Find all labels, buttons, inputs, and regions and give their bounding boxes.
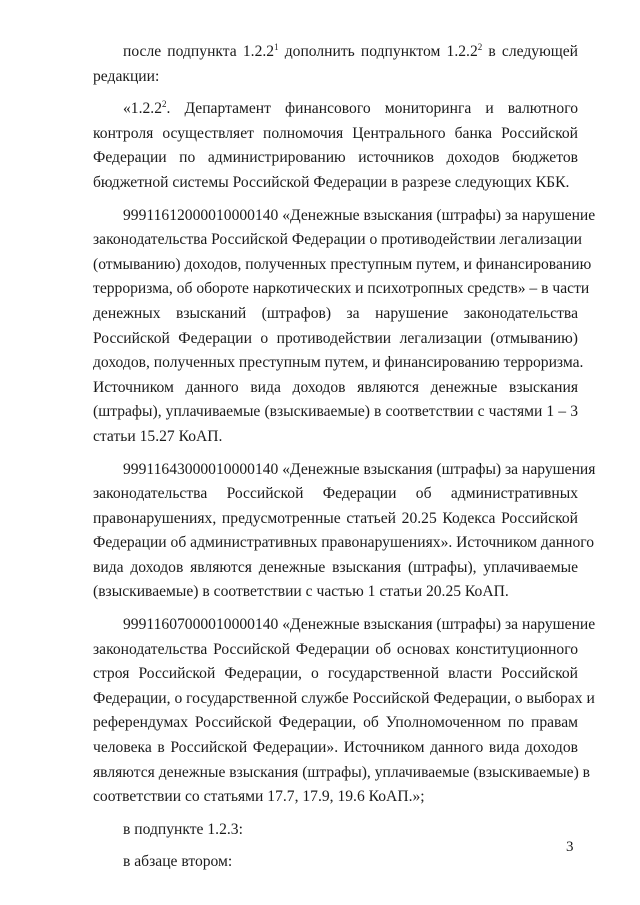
kbk1-line: денежных взысканий (штрафов) за нарушение законодательства — [93, 304, 578, 322]
para-1222-line: бюджетной системы Российской Федерации в разрезе следующих КБК. — [93, 173, 570, 191]
kbk3-line: референдумах Российской Федерации, об Уполномоченном по правам — [93, 714, 578, 732]
kbk2-line: вида доходов являются денежные взыскания (штрафы), уплачиваемые — [93, 558, 578, 576]
kbk1-line: статьи 15.27 КоАП. — [93, 427, 223, 445]
document-body — [93, 40, 596, 875]
page-number: 3 — [566, 839, 574, 855]
kbk1-line: законодательства Российской Федерации о противодействии легализации — [93, 231, 582, 249]
intro-line-2: редакции: — [93, 67, 160, 85]
para-1222-line: Федерации по администрированию источников доходов бюджетов — [93, 149, 578, 167]
intro-line-1: после подпункта 1.2.2$^1$ дополнить подпунктом 1.2.2$^2$ в следующей — [123, 42, 578, 60]
kbk-paragraph-1 — [93, 204, 596, 450]
kbk2-line: законодательства Российской Федерации об административных — [93, 485, 578, 503]
kbk1-line: Российской Федерации о противодействии легализации (отмыванию) — [93, 329, 578, 347]
kbk3-line: являются денежные взыскания (штрафы), уплачиваемые (взыскиваемые) в — [93, 763, 591, 781]
kbk1-line: (отмыванию) доходов, полученных преступным путем, и финансированию — [93, 255, 592, 273]
second-paragraph-heading: в абзаце втором: — [123, 853, 233, 871]
kbk3-line: строя Российской Федерации, о государственной власти Российской — [93, 665, 578, 683]
paragraph-1-2-2-2 — [93, 97, 578, 195]
kbk1-line: 99911612000010000140 «Денежные взыскания (штрафы) за нарушение — [123, 206, 596, 224]
subpoint-1-2-3-heading: в подпункте 1.2.3: — [123, 820, 243, 838]
kbk3-line: человека в Российской Федерации». Источником данного вида доходов — [93, 739, 578, 757]
kbk3-line: соответствии со статьями 17.7, 17.9, 19.6 КоАП.»; — [93, 788, 425, 806]
kbk3-line: Федерации, о государственной службе Российской Федерации, о выборах и — [93, 689, 595, 707]
kbk2-line: Федерации об административных правонарушениях». Источником данного — [93, 534, 595, 552]
kbk2-line: 99911643000010000140 «Денежные взыскания (штрафы) за нарушения — [123, 460, 596, 478]
para-1222-line-1: «1.2.2$^2$. Департамент финансового мониторинга и валютного — [123, 99, 578, 118]
kbk3-line: 99911607000010000140 «Денежные взыскания (штрафы) за нарушение — [123, 616, 596, 634]
kbk1-line: (штрафы), уплачиваемые (взыскиваемые) в соответствии с частями 1 – 3 — [93, 403, 578, 421]
intro-paragraph — [93, 40, 578, 89]
para-1222-line: контроля осуществляет полномочия Центрального банка Российской — [93, 124, 578, 142]
kbk1-line: доходов, полученных преступным путем, и финансированию терроризма. — [93, 354, 584, 372]
kbk1-line: Источником данного вида доходов являются денежные взыскания — [93, 378, 578, 396]
kbk-paragraph-2 — [93, 458, 596, 606]
kbk2-line: правонарушениях, предусмотренные статьей 20.25 Кодекса Российской — [93, 509, 578, 527]
kbk-paragraph-3 — [93, 613, 596, 810]
kbk3-line: законодательства Российской Федерации об основах конституционного — [93, 640, 578, 658]
kbk2-line: (взыскиваемые) в соответствии с частью 1 статьи 20.25 КоАП. — [93, 583, 509, 601]
kbk1-line: терроризма, об обороте наркотических и психотропных средств» – в части — [93, 280, 590, 298]
